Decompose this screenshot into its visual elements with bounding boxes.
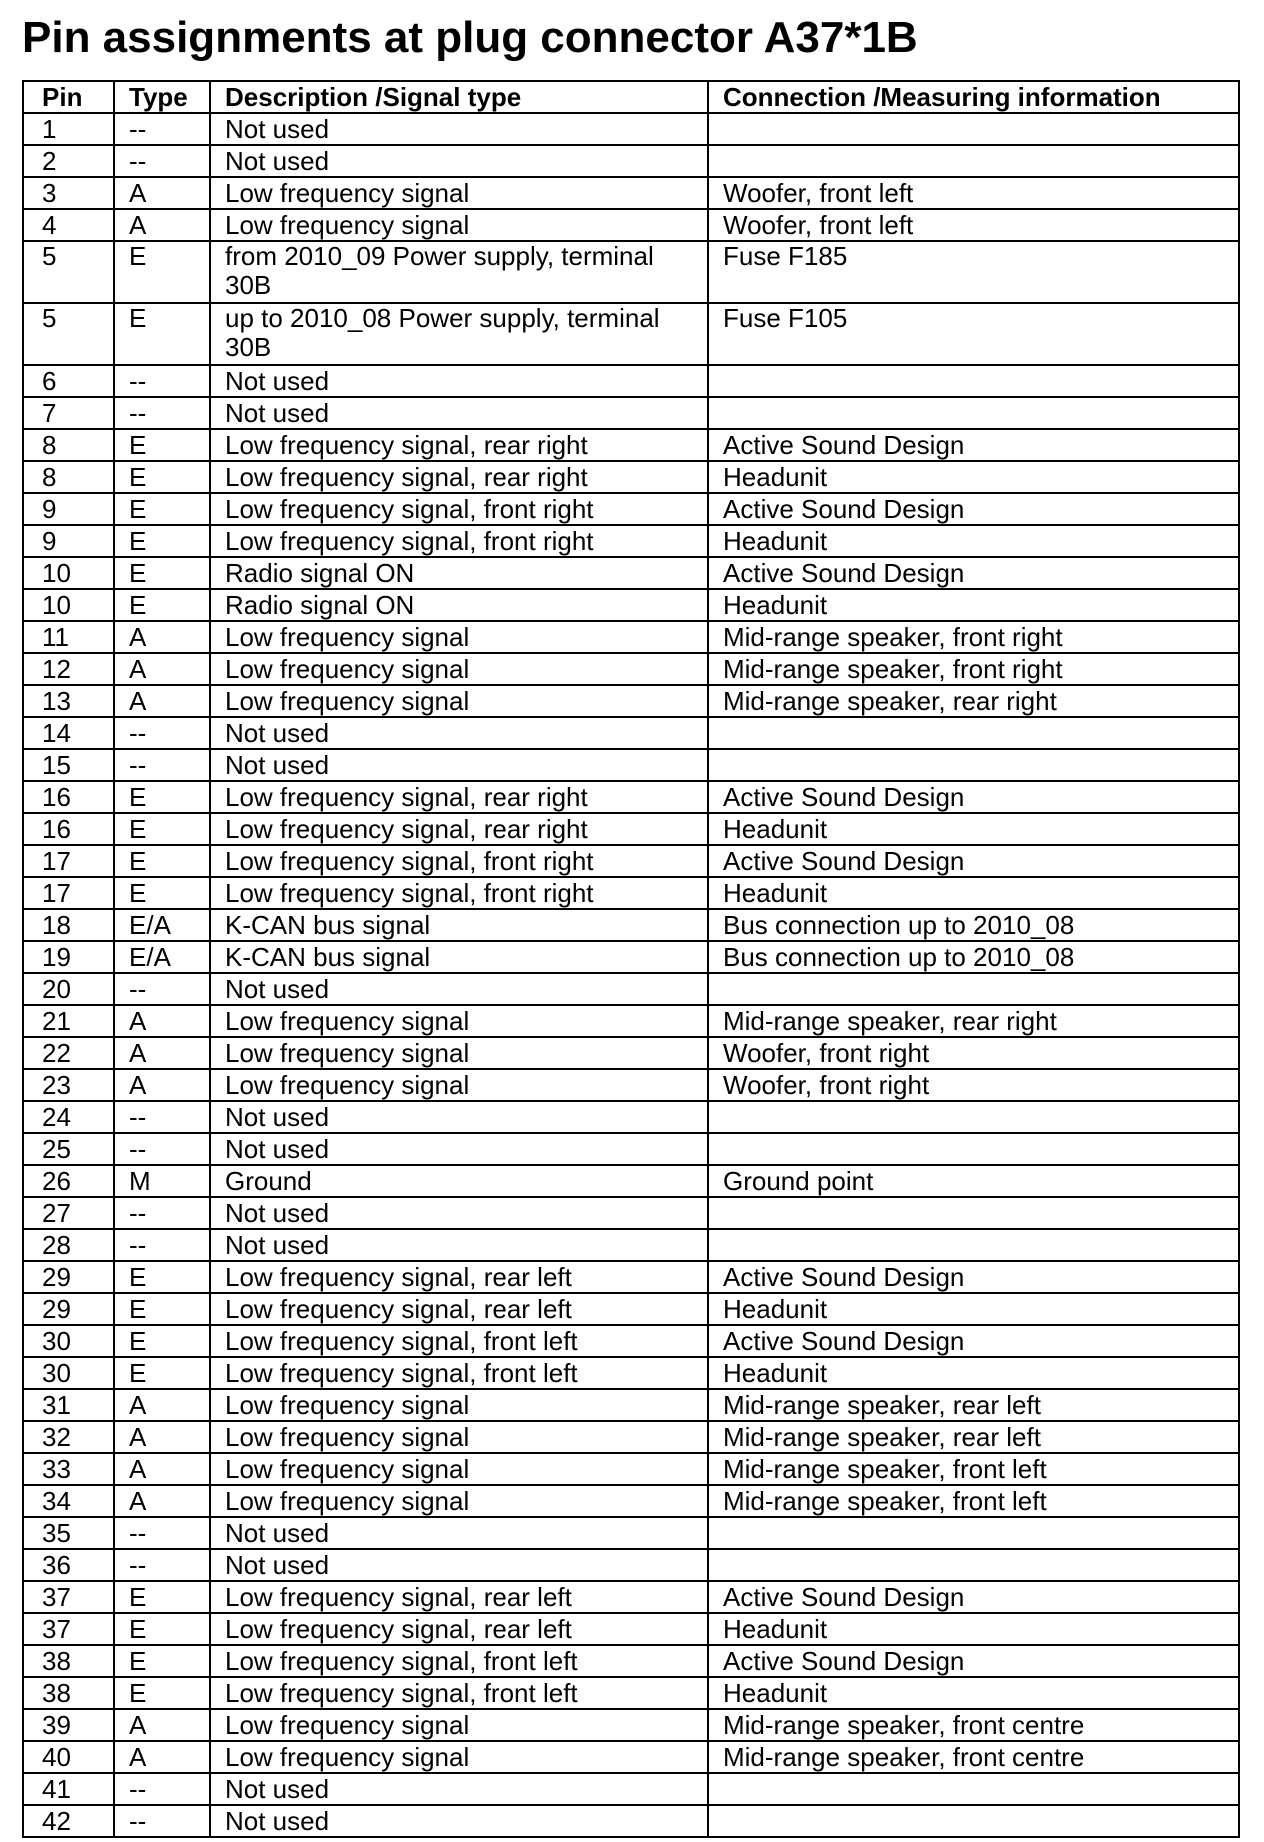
table-row [23, 145, 1239, 177]
cell-type: A [114, 1709, 210, 1741]
cell-connection [708, 113, 1239, 145]
cell-connection: Headunit [708, 589, 1239, 621]
table-row [23, 1773, 1239, 1805]
cell-pin: 29 [23, 1293, 114, 1325]
cell-description: Not used [210, 1101, 708, 1133]
table-row [23, 303, 1239, 365]
cell-connection [708, 1133, 1239, 1165]
cell-pin: 8 [23, 461, 114, 493]
cell-description: Not used [210, 717, 708, 749]
cell-connection: Mid-range speaker, rear left [708, 1421, 1239, 1453]
cell-type: -- [114, 1517, 210, 1549]
table-row [23, 1453, 1239, 1485]
cell-pin: 7 [23, 397, 114, 429]
cell-description: Low frequency signal [210, 1485, 708, 1517]
cell-pin: 28 [23, 1229, 114, 1261]
table-body [23, 113, 1239, 1837]
cell-description: Low frequency signal [210, 1037, 708, 1069]
table-row [23, 461, 1239, 493]
cell-connection: Bus connection up to 2010_08 [708, 909, 1239, 941]
cell-pin: 3 [23, 177, 114, 209]
cell-connection: Mid-range speaker, front left [708, 1485, 1239, 1517]
cell-type: E [114, 1645, 210, 1677]
cell-type: -- [114, 145, 210, 177]
table-row [23, 589, 1239, 621]
cell-pin: 34 [23, 1485, 114, 1517]
cell-type: E/A [114, 909, 210, 941]
cell-connection: Woofer, front left [708, 209, 1239, 241]
cell-type: E [114, 845, 210, 877]
cell-pin: 38 [23, 1645, 114, 1677]
cell-type: E/A [114, 941, 210, 973]
cell-type: A [114, 1037, 210, 1069]
cell-type: E [114, 557, 210, 589]
cell-description: Radio signal ON [210, 557, 708, 589]
cell-connection: Woofer, front left [708, 177, 1239, 209]
cell-type: -- [114, 113, 210, 145]
cell-connection: Mid-range speaker, front left [708, 1453, 1239, 1485]
cell-pin: 20 [23, 973, 114, 1005]
table-row [23, 1549, 1239, 1581]
table-row [23, 1389, 1239, 1421]
cell-pin: 39 [23, 1709, 114, 1741]
cell-connection: Woofer, front right [708, 1069, 1239, 1101]
table-row [23, 1005, 1239, 1037]
cell-type: A [114, 1389, 210, 1421]
cell-description: Not used [210, 1805, 708, 1837]
cell-type: E [114, 241, 210, 303]
cell-connection [708, 1549, 1239, 1581]
cell-type: -- [114, 717, 210, 749]
table-row [23, 1709, 1239, 1741]
table-row [23, 1741, 1239, 1773]
table-row [23, 525, 1239, 557]
cell-pin: 36 [23, 1549, 114, 1581]
cell-description: Low frequency signal, rear right [210, 781, 708, 813]
cell-description: from 2010_09 Power supply, terminal 30B [210, 241, 708, 303]
cell-pin: 18 [23, 909, 114, 941]
page-title: Pin assignments at plug connector A37*1B [22, 13, 918, 62]
cell-connection: Active Sound Design [708, 557, 1239, 589]
cell-type: A [114, 685, 210, 717]
table-row [23, 1069, 1239, 1101]
cell-pin: 35 [23, 1517, 114, 1549]
column-header-pin: Pin [23, 81, 114, 113]
cell-connection: Headunit [708, 461, 1239, 493]
cell-type: E [114, 303, 210, 365]
cell-connection: Mid-range speaker, front centre [708, 1709, 1239, 1741]
table-row [23, 1037, 1239, 1069]
cell-type: -- [114, 1229, 210, 1261]
cell-connection: Woofer, front right [708, 1037, 1239, 1069]
table-row [23, 877, 1239, 909]
cell-connection [708, 1229, 1239, 1261]
cell-description: Not used [210, 1197, 708, 1229]
cell-type: A [114, 653, 210, 685]
cell-connection: Headunit [708, 877, 1239, 909]
table-row [23, 749, 1239, 781]
cell-pin: 31 [23, 1389, 114, 1421]
cell-description: Low frequency signal, rear right [210, 461, 708, 493]
cell-pin: 6 [23, 365, 114, 397]
cell-type: E [114, 1261, 210, 1293]
cell-connection [708, 397, 1239, 429]
table-row [23, 365, 1239, 397]
cell-pin: 24 [23, 1101, 114, 1133]
cell-connection [708, 973, 1239, 1005]
cell-description: Low frequency signal, rear left [210, 1293, 708, 1325]
cell-description: Low frequency signal [210, 621, 708, 653]
cell-description: Low frequency signal, front left [210, 1357, 708, 1389]
cell-type: -- [114, 973, 210, 1005]
cell-connection: Headunit [708, 1293, 1239, 1325]
cell-description: Not used [210, 397, 708, 429]
cell-description: Not used [210, 145, 708, 177]
cell-description: Low frequency signal [210, 1453, 708, 1485]
cell-description: Low frequency signal [210, 209, 708, 241]
cell-pin: 2 [23, 145, 114, 177]
table-row [23, 1293, 1239, 1325]
cell-connection: Mid-range speaker, rear left [708, 1389, 1239, 1421]
cell-connection: Active Sound Design [708, 429, 1239, 461]
cell-type: A [114, 1069, 210, 1101]
table-row [23, 1197, 1239, 1229]
cell-type: A [114, 1421, 210, 1453]
cell-description: Low frequency signal, front left [210, 1645, 708, 1677]
cell-description: Low frequency signal, front right [210, 525, 708, 557]
cell-type: E [114, 781, 210, 813]
cell-description: up to 2010_08 Power supply, terminal 30B [210, 303, 708, 365]
table-row [23, 1581, 1239, 1613]
cell-connection [708, 365, 1239, 397]
cell-description: Low frequency signal [210, 177, 708, 209]
cell-pin: 37 [23, 1581, 114, 1613]
table-row [23, 113, 1239, 145]
cell-type: E [114, 1677, 210, 1709]
cell-description: Low frequency signal, front left [210, 1677, 708, 1709]
cell-connection: Mid-range speaker, front right [708, 621, 1239, 653]
cell-description: Low frequency signal, rear right [210, 813, 708, 845]
cell-description: Ground [210, 1165, 708, 1197]
cell-description: K-CAN bus signal [210, 909, 708, 941]
cell-description: K-CAN bus signal [210, 941, 708, 973]
cell-connection: Mid-range speaker, rear right [708, 1005, 1239, 1037]
cell-type: -- [114, 365, 210, 397]
cell-type: A [114, 1005, 210, 1037]
cell-pin: 22 [23, 1037, 114, 1069]
cell-type: A [114, 1741, 210, 1773]
table-row [23, 845, 1239, 877]
cell-pin: 19 [23, 941, 114, 973]
cell-type: -- [114, 1805, 210, 1837]
cell-description: Low frequency signal [210, 1741, 708, 1773]
cell-description: Low frequency signal, rear left [210, 1261, 708, 1293]
column-header-connection: Connection /Measuring information [708, 81, 1239, 113]
cell-pin: 11 [23, 621, 114, 653]
table-row [23, 621, 1239, 653]
table-row [23, 909, 1239, 941]
cell-connection: Active Sound Design [708, 781, 1239, 813]
table-header-row [23, 81, 1239, 113]
cell-pin: 38 [23, 1677, 114, 1709]
cell-connection [708, 1773, 1239, 1805]
cell-pin: 27 [23, 1197, 114, 1229]
cell-pin: 21 [23, 1005, 114, 1037]
cell-connection: Headunit [708, 813, 1239, 845]
table-row [23, 1421, 1239, 1453]
cell-type: E [114, 1357, 210, 1389]
cell-pin: 37 [23, 1613, 114, 1645]
cell-connection [708, 1805, 1239, 1837]
cell-description: Low frequency signal [210, 1421, 708, 1453]
cell-pin: 29 [23, 1261, 114, 1293]
table-row [23, 209, 1239, 241]
cell-type: E [114, 461, 210, 493]
cell-connection: Active Sound Design [708, 845, 1239, 877]
cell-description: Low frequency signal, front left [210, 1325, 708, 1357]
cell-description: Low frequency signal, rear left [210, 1613, 708, 1645]
cell-description: Low frequency signal, rear right [210, 429, 708, 461]
cell-description: Radio signal ON [210, 589, 708, 621]
cell-pin: 33 [23, 1453, 114, 1485]
cell-type: E [114, 1325, 210, 1357]
cell-description: Low frequency signal [210, 1389, 708, 1421]
cell-pin: 5 [23, 303, 114, 365]
cell-pin: 15 [23, 749, 114, 781]
cell-description: Not used [210, 365, 708, 397]
table-row [23, 1613, 1239, 1645]
cell-connection: Ground point [708, 1165, 1239, 1197]
cell-pin: 12 [23, 653, 114, 685]
cell-pin: 4 [23, 209, 114, 241]
cell-description: Not used [210, 1549, 708, 1581]
table-row [23, 941, 1239, 973]
cell-description: Not used [210, 1229, 708, 1261]
table-row [23, 1517, 1239, 1549]
cell-connection: Fuse F185 [708, 241, 1239, 303]
cell-pin: 8 [23, 429, 114, 461]
cell-connection: Headunit [708, 1357, 1239, 1389]
cell-type: E [114, 877, 210, 909]
table-row [23, 813, 1239, 845]
cell-type: E [114, 589, 210, 621]
cell-type: -- [114, 1197, 210, 1229]
table-row [23, 973, 1239, 1005]
cell-description: Low frequency signal [210, 1069, 708, 1101]
cell-connection: Mid-range speaker, front right [708, 653, 1239, 685]
cell-pin: 16 [23, 813, 114, 845]
cell-pin: 10 [23, 589, 114, 621]
cell-description: Low frequency signal, front right [210, 493, 708, 525]
cell-type: A [114, 621, 210, 653]
cell-connection: Active Sound Design [708, 1645, 1239, 1677]
table-row [23, 1645, 1239, 1677]
table-row [23, 177, 1239, 209]
cell-type: -- [114, 1101, 210, 1133]
cell-description: Not used [210, 973, 708, 1005]
table-row [23, 429, 1239, 461]
cell-pin: 40 [23, 1741, 114, 1773]
cell-description: Not used [210, 113, 708, 145]
cell-connection [708, 717, 1239, 749]
cell-type: E [114, 493, 210, 525]
cell-pin: 30 [23, 1325, 114, 1357]
cell-pin: 17 [23, 877, 114, 909]
cell-description: Low frequency signal, front right [210, 877, 708, 909]
cell-connection [708, 1101, 1239, 1133]
cell-type: A [114, 1485, 210, 1517]
table-row [23, 717, 1239, 749]
table-row [23, 1133, 1239, 1165]
table-row [23, 1357, 1239, 1389]
cell-description: Not used [210, 749, 708, 781]
cell-description: Not used [210, 1133, 708, 1165]
cell-connection [708, 145, 1239, 177]
cell-pin: 41 [23, 1773, 114, 1805]
table-row [23, 1485, 1239, 1517]
cell-description: Low frequency signal [210, 653, 708, 685]
cell-pin: 42 [23, 1805, 114, 1837]
cell-connection: Bus connection up to 2010_08 [708, 941, 1239, 973]
cell-type: -- [114, 1133, 210, 1165]
cell-connection: Mid-range speaker, front centre [708, 1741, 1239, 1773]
cell-pin: 32 [23, 1421, 114, 1453]
table-row [23, 1261, 1239, 1293]
cell-pin: 16 [23, 781, 114, 813]
cell-type: E [114, 1581, 210, 1613]
table-row [23, 1229, 1239, 1261]
cell-description: Low frequency signal [210, 685, 708, 717]
cell-type: E [114, 525, 210, 557]
cell-connection [708, 1517, 1239, 1549]
cell-connection [708, 1197, 1239, 1229]
cell-type: M [114, 1165, 210, 1197]
cell-pin: 14 [23, 717, 114, 749]
cell-type: E [114, 429, 210, 461]
table-row [23, 781, 1239, 813]
cell-description: Not used [210, 1773, 708, 1805]
cell-type: A [114, 177, 210, 209]
table-row [23, 241, 1239, 303]
cell-pin: 1 [23, 113, 114, 145]
cell-type: -- [114, 749, 210, 781]
table-row [23, 653, 1239, 685]
cell-connection: Active Sound Design [708, 1581, 1239, 1613]
cell-connection: Headunit [708, 1677, 1239, 1709]
cell-type: -- [114, 397, 210, 429]
table-row [23, 1805, 1239, 1837]
cell-description: Not used [210, 1517, 708, 1549]
cell-description: Low frequency signal [210, 1709, 708, 1741]
table-row [23, 397, 1239, 429]
table-row [23, 1325, 1239, 1357]
cell-description: Low frequency signal [210, 1005, 708, 1037]
cell-type: E [114, 1613, 210, 1645]
cell-pin: 9 [23, 493, 114, 525]
cell-type: A [114, 1453, 210, 1485]
cell-connection: Fuse F105 [708, 303, 1239, 365]
cell-pin: 17 [23, 845, 114, 877]
cell-connection: Headunit [708, 525, 1239, 557]
table-row [23, 493, 1239, 525]
table-row [23, 1165, 1239, 1197]
cell-pin: 23 [23, 1069, 114, 1101]
cell-connection: Mid-range speaker, rear right [708, 685, 1239, 717]
cell-pin: 10 [23, 557, 114, 589]
cell-connection: Headunit [708, 1613, 1239, 1645]
pin-assignment-table [22, 80, 1240, 1838]
table-row [23, 1677, 1239, 1709]
cell-type: -- [114, 1549, 210, 1581]
table-row [23, 1101, 1239, 1133]
cell-connection [708, 749, 1239, 781]
table-row [23, 685, 1239, 717]
cell-description: Low frequency signal, rear left [210, 1581, 708, 1613]
table-row [23, 557, 1239, 589]
cell-connection: Active Sound Design [708, 1325, 1239, 1357]
column-header-type: Type [114, 81, 210, 113]
cell-type: A [114, 209, 210, 241]
cell-connection: Active Sound Design [708, 1261, 1239, 1293]
cell-pin: 26 [23, 1165, 114, 1197]
cell-type: E [114, 813, 210, 845]
cell-type: E [114, 1293, 210, 1325]
cell-pin: 13 [23, 685, 114, 717]
cell-pin: 30 [23, 1357, 114, 1389]
cell-pin: 5 [23, 241, 114, 303]
cell-pin: 25 [23, 1133, 114, 1165]
column-header-description: Description /Signal type [210, 81, 708, 113]
cell-pin: 9 [23, 525, 114, 557]
cell-connection: Active Sound Design [708, 493, 1239, 525]
cell-type: -- [114, 1773, 210, 1805]
cell-description: Low frequency signal, front right [210, 845, 708, 877]
